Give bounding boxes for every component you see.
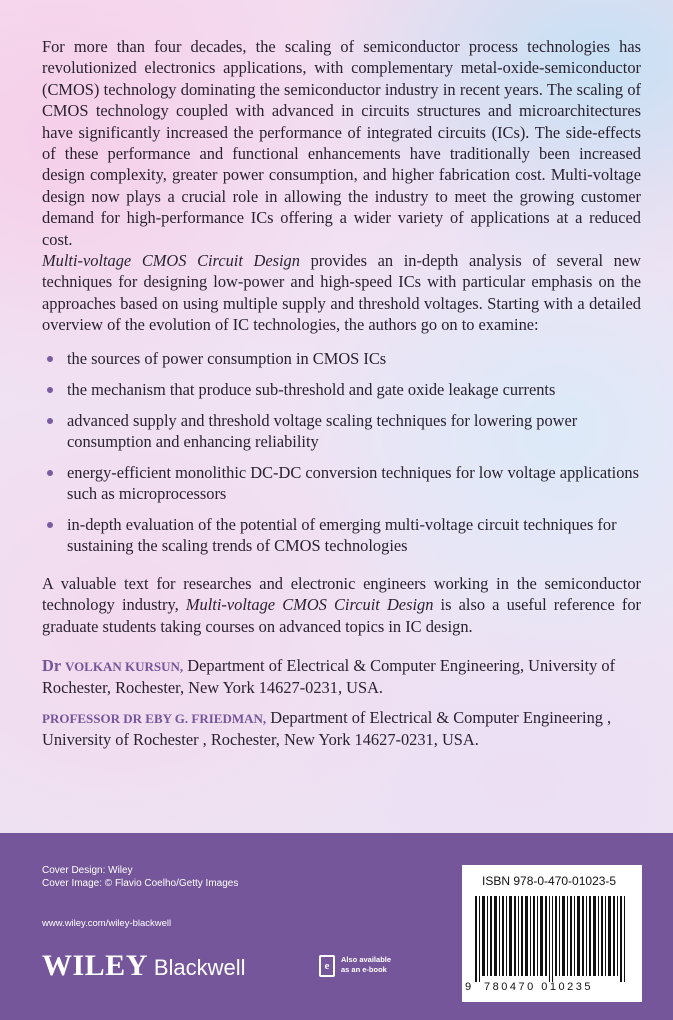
barcode-digits: 780470 010235 — [484, 981, 593, 993]
publisher-footer — [0, 833, 673, 1020]
publisher-website-link[interactable]: www.wiley.com/wiley-blackwell — [42, 918, 172, 929]
logo-wiley: WILEY — [42, 949, 148, 982]
logo-blackwell: Blackwell — [153, 955, 246, 980]
bullet-dot-icon — [47, 387, 53, 393]
author-name: PROFESSOR DR EBY G. FRIEDMAN, — [42, 710, 267, 726]
list-item: in-depth evaluation of the potential of emerging multi-voltage circuit techniques for sustaining the scaling trends of CMOS technologies — [67, 514, 641, 556]
author-name: Dr VOLKAN KURSUN, — [42, 655, 184, 675]
back-cover-text — [42, 36, 641, 751]
isbn-label: ISBN 978-0-470-01023-5 — [482, 874, 617, 888]
cover-design-credit: Cover Design: Wiley — [42, 865, 133, 876]
list-item: the sources of power consumption in CMOS ICs — [67, 348, 641, 369]
ebook-line1: Also available — [341, 955, 392, 964]
list-item: the mechanism that produce sub-threshold and gate oxide leakage currents — [67, 379, 641, 400]
book-title-italic: Multi-voltage CMOS Circuit Design — [42, 251, 300, 271]
isbn-barcode-box — [462, 865, 642, 1002]
bullet-dot-icon — [47, 418, 53, 424]
barcode-icon — [475, 896, 630, 982]
author-bios — [42, 655, 641, 751]
bullet-dot-icon — [47, 356, 53, 362]
author-affiliation: Department of Electrical & Computer Engineering , University of Rochester , Rochester, New York 14627-0231, USA. — [42, 707, 612, 750]
intro-paragraph: For more than four decades, the scaling of semiconductor process technologies has revolutionized electronics applications, with complementary metal-oxide-semiconductor (CMOS) technology dominating the semiconductor industry in recent years. The scaling of CMOS technology coupled with advanced in circuits structures and microarchitectures have significantly increased the performance of integrated circuits (ICs). The side-effects of these performance and functional enhancements have traditionally been increased design complexity, greater power consumption, and higher fabrication cost. Multi-voltage design now plays a crucial role in allowing the industry to meet the growing customer demand for high-performance ICs offering a wider variety of applications at a reduced cost. — [42, 37, 641, 249]
ebook-icon: e — [319, 955, 335, 977]
topics-list — [42, 348, 641, 556]
bullet-dot-icon — [47, 522, 53, 528]
list-item: advanced supply and threshold voltage scaling techniques for lowering power consumption and enhancing reliability — [67, 410, 641, 452]
ebook-line2: as an e-book — [341, 965, 387, 974]
cover-credits — [42, 864, 238, 890]
summary-paragraph: A valuable text for researches and electronic engineers working in the semiconductor technology industry, Multi-voltage CMOS Circuit Design is also a useful reference for graduate students taking courses on advanced topics in IC design. — [42, 573, 641, 636]
list-item: energy-efficient monolithic DC-DC conversion techniques for low voltage applications such as microprocessors — [67, 462, 641, 504]
overview-paragraph — [42, 250, 641, 336]
barcode-lead-digit: 9 — [465, 981, 472, 993]
wiley-blackwell-logo — [42, 949, 246, 983]
ebook-availability — [319, 955, 391, 977]
author-bio — [42, 707, 641, 751]
book-title-italic: Multi-voltage CMOS Circuit Design — [185, 595, 434, 615]
author-affiliation: Department of Electrical & Computer Engineering, University of Rochester, Rochester, New York 14627-0231, USA. — [42, 655, 616, 698]
overview-paragraph-text: provides an in-depth analysis of several new techniques for designing low-power and high-speed ICs with particular emphasis on the approaches based on using multiple supply and threshold voltages. Starting with a detailed overview of the evolution of IC technologies, the authors go on to examine: — [42, 251, 641, 335]
cover-image-credit: Cover Image: © Flavio Coelho/Getty Images — [42, 878, 239, 889]
author-bio — [42, 655, 641, 699]
bullet-dot-icon — [47, 470, 53, 476]
